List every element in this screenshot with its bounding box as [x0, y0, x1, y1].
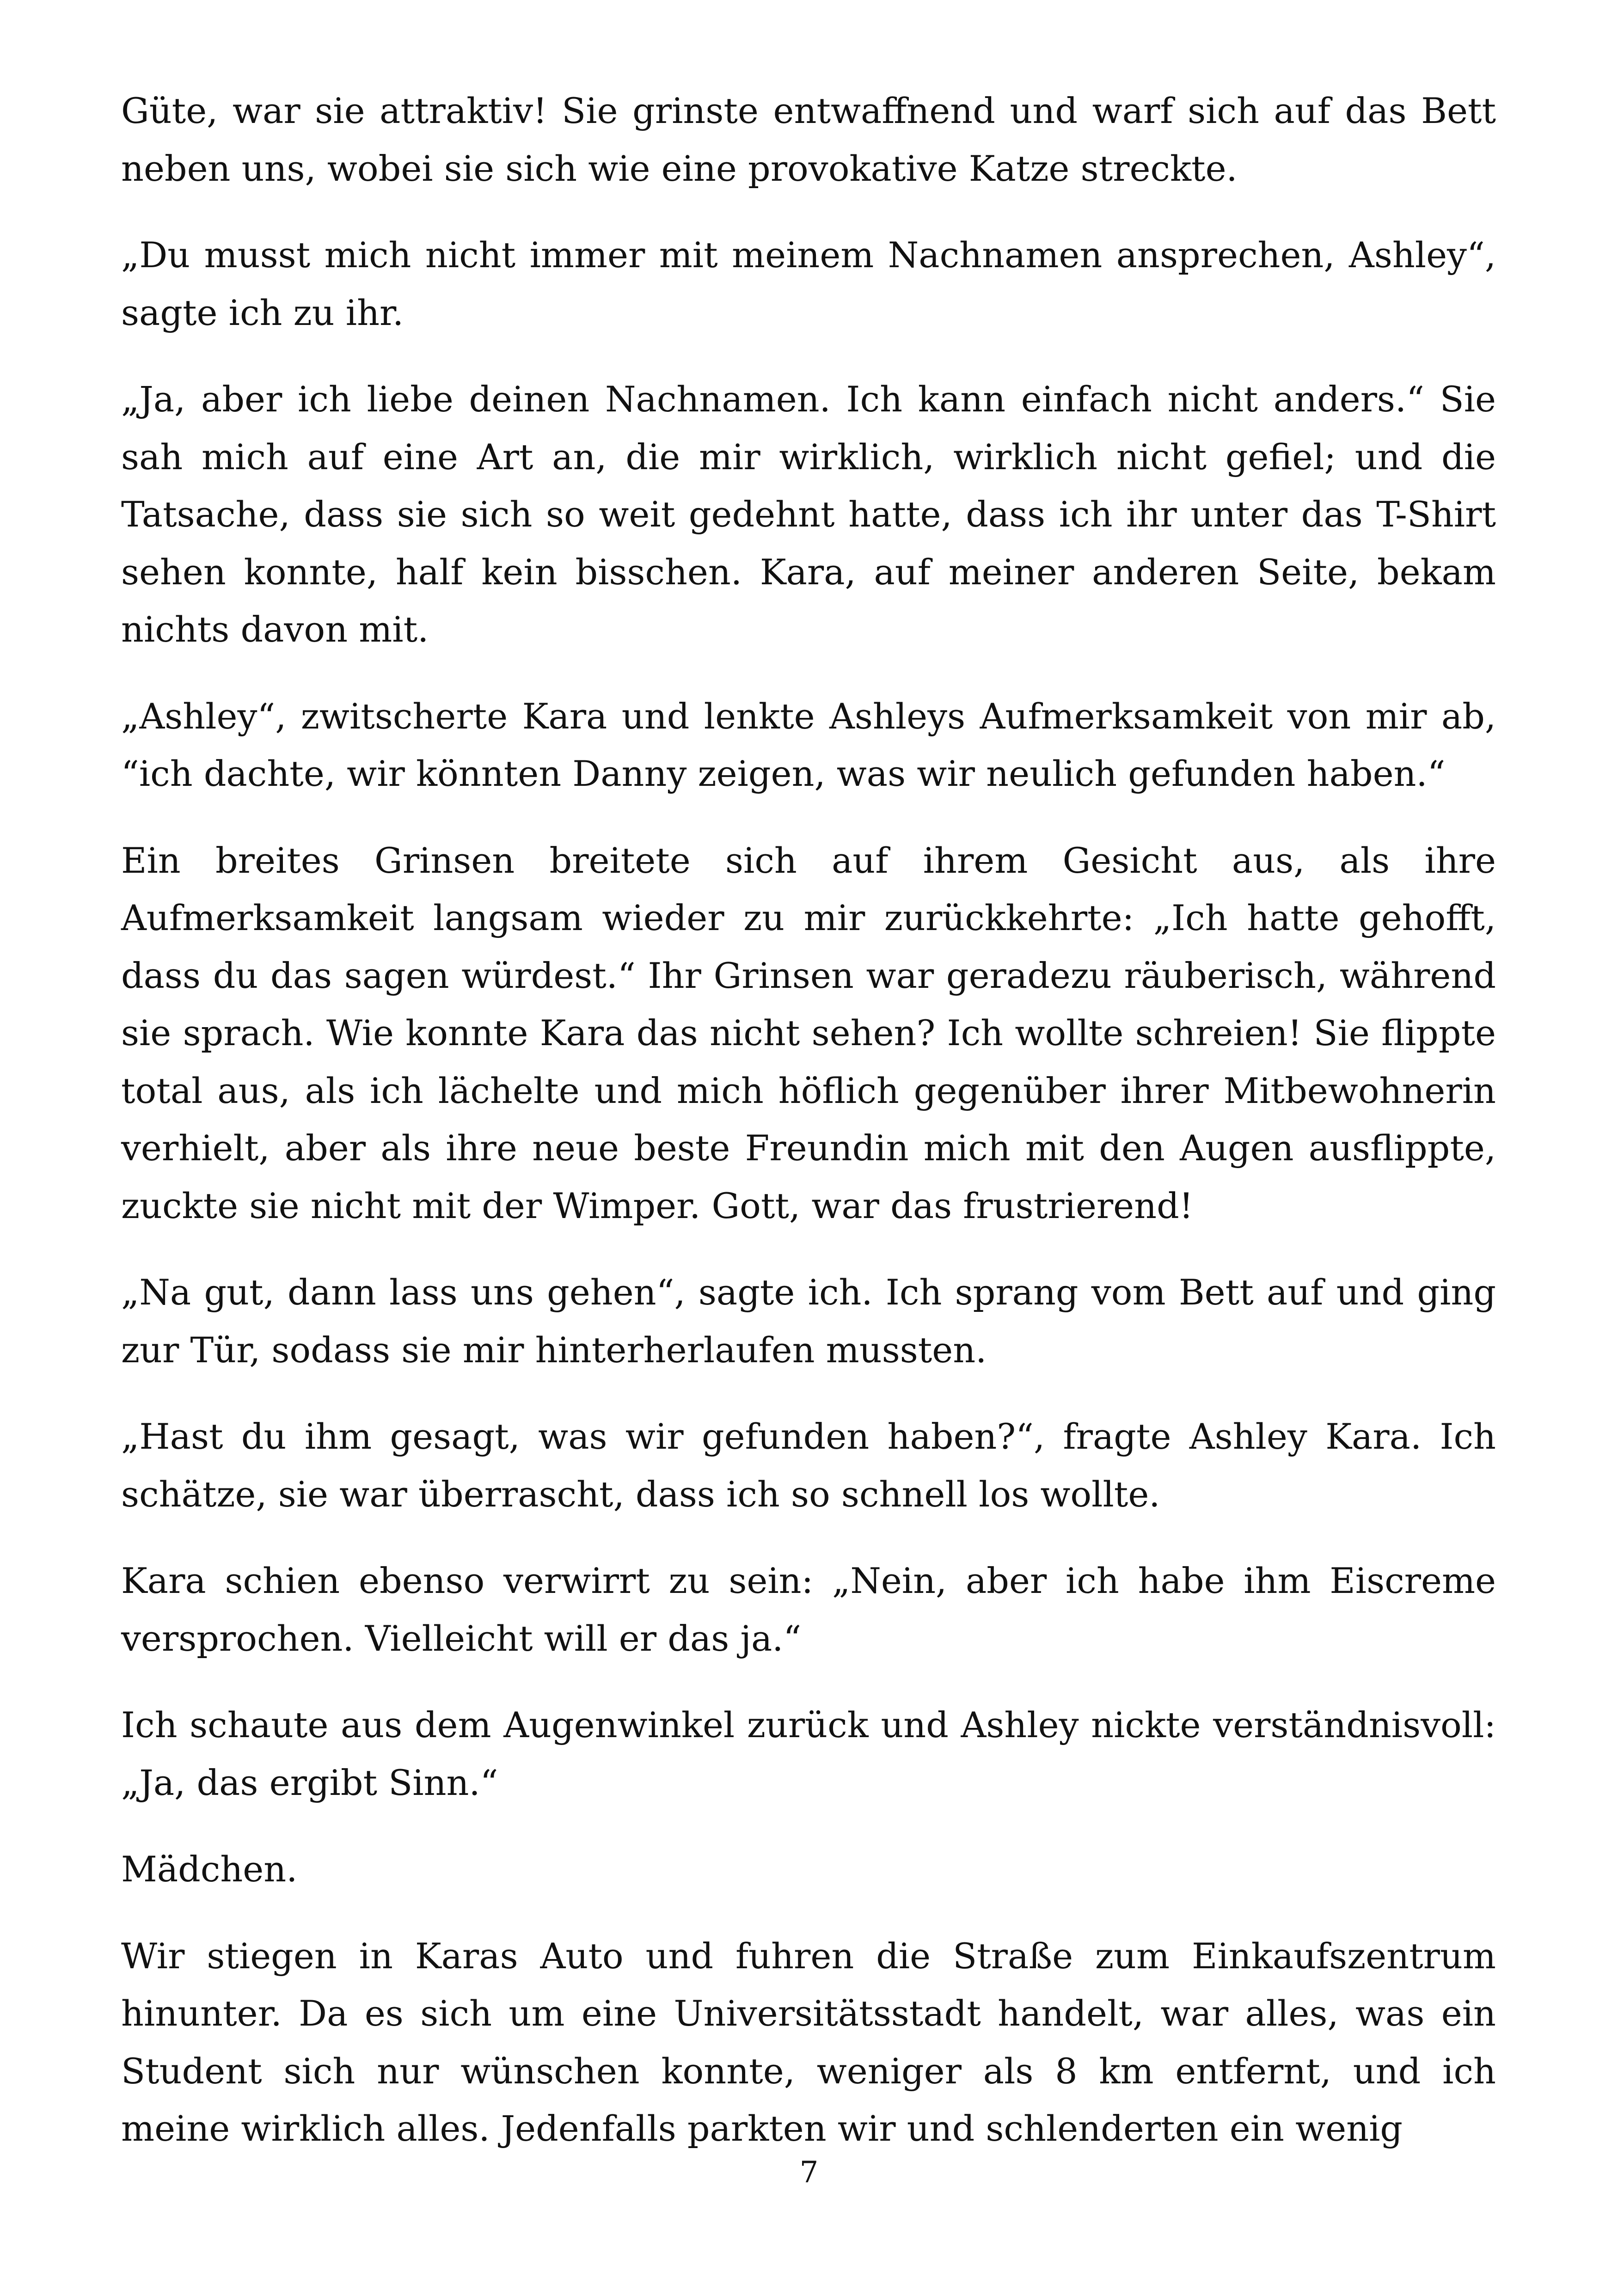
paragraph-10: Mädchen. [121, 1849, 298, 1890]
paragraph-1: Güte, war sie attraktiv! Sie grinste entwaffnend und warf sich auf das Bett neben uns, wobei sie sich wie eine provokative Katze streckte. [121, 90, 1496, 189]
paragraph-9: Ich schaute aus dem Augenwinkel zurück und Ashley nickte verständnisvoll: „Ja, das ergibt Sinn.“ [121, 1704, 1496, 1803]
paragraph-2: „Du musst mich nicht immer mit meinem Nachnamen ansprechen, Ashley“, sagte ich zu ihr. [121, 234, 1496, 333]
page-number: 7 [799, 2155, 819, 2190]
paragraph-11: Wir stiegen in Karas Auto und fuhren die Straße zum Einkaufszentrum hinunter. Da es sich um eine Universitätsstadt handelt, war alles, was ein Student sich nur wünschen konnte, weniger als 8 km entfernt, und ich meine wirklich alles. Jedenfalls parkten wir und schlenderten ein wenig [121, 1935, 1496, 2149]
paragraph-7: „Hast du ihm gesagt, was wir gefunden haben?“, fragte Ashley Kara. Ich schätze, sie war überrascht, dass ich so schnell los wollte. [121, 1416, 1496, 1515]
body-text [121, 82, 1496, 2158]
paragraph-4: „Ashley“, zwitscherte Kara und lenkte Ashleys Aufmerksamkeit von mir ab, “ich dachte, wir könnten Danny zeigen, was wir neulich gefunden haben.“ [121, 695, 1496, 794]
paragraph-3: „Ja, aber ich liebe deinen Nachnamen. Ich kann einfach nicht anders.“ Sie sah mich auf eine Art an, die mir wirklich, wirklich nicht gefiel; und die Tatsache, dass sie sich so weit gedehnt hatte, dass ich ihr unter das T-Shirt sehen konnte, half kein bisschen. Kara, auf meiner anderen Seite, bekam nichts davon mit. [121, 379, 1496, 650]
paragraph-6: „Na gut, dann lass uns gehen“, sagte ich. Ich sprang vom Bett auf und ging zur Tür, sodass sie mir hinterherlaufen mussten. [121, 1272, 1496, 1371]
paragraph-5: Ein breites Grinsen breitete sich auf ihrem Gesicht aus, als ihre Aufmerksamkeit langsam wieder zu mir zurückkehrte: „Ich hatte gehofft, dass du das sagen würdest.“ Ihr Grinsen war geradezu räuberisch, während sie sprach. Wie konnte Kara das nicht sehen? Ich wollte schreien! Sie flippte total aus, als ich lächelte und mich höflich gegenüber ihrer Mitbewohnerin verhielt, aber als ihre neue beste Freundin mich mit den Augen ausflippte, zuckte sie nicht mit der Wimper. Gott, war das frustrierend! [121, 839, 1496, 1226]
paragraph-8: Kara schien ebenso verwirrt zu sein: „Nein, aber ich habe ihm Eiscreme versprochen. Vielleicht will er das ja.“ [121, 1560, 1496, 1659]
